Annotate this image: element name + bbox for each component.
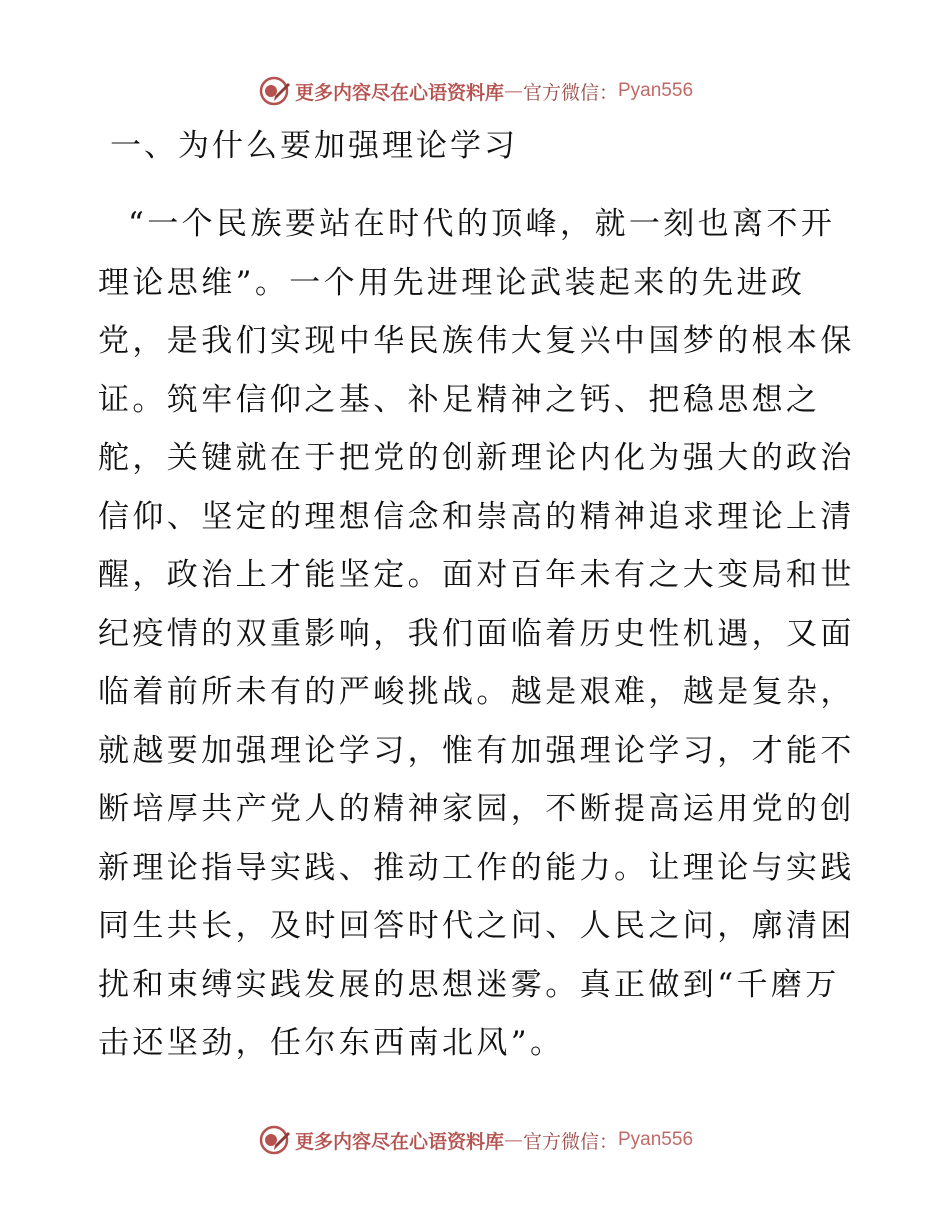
paragraph-line: 信仰、坚定的理想信念和崇高的精神追求理论上清 [98,498,855,535]
section-heading: 一、为什么要加强理论学习 [110,128,518,164]
paragraph-line: 醒，政治上才能坚定。面对百年未有之大变局和世 [98,557,855,593]
header-watermark [0,71,950,111]
watermark-label: 官方微信： [522,81,618,104]
watermark-separator: — [503,80,523,102]
watermark-wechat-id: Pyan556 [618,80,694,101]
body-paragraph [98,195,858,1073]
watermark-separator: — [503,1129,523,1151]
paragraph-line: 就越要加强理论学习，惟有加强理论学习，才能不 [98,732,855,769]
watermark-label: 官方微信： [522,1130,618,1153]
watermark-wechat-id: Pyan556 [618,1129,694,1150]
paragraph-line: 舵，关键就在于把党的创新理论内化为强大的政治 [98,440,855,476]
watermark-brand-text: 更多内容尽在心语资料库 [294,81,504,104]
paragraph-line: 断培厚共产党人的精神家园，不断提高运用党的创 [98,791,855,827]
paragraph-line: 同生共长，及时回答时代之问、人民之问，廓清困 [98,908,855,944]
paragraph-line: 党，是我们实现中华民族伟大复兴中国梦的根本保 [98,323,855,359]
paragraph-line: 证。筑牢信仰之基、补足精神之钙、把稳思想之 [98,381,821,418]
paragraph-line: 临着前所未有的严峻挑战。越是艰难，越是复杂， [98,674,855,710]
brand-logo-icon [257,1123,291,1157]
paragraph-line: “一个民族要站在时代的顶峰，就一刻也离不开 [128,206,836,242]
paragraph-line: 纪疫情的双重影响，我们面临着历史性机遇，又面 [98,615,855,652]
footer-watermark [0,1120,950,1160]
paragraph-line: 新理论指导实践、推动工作的能力。让理论与实践 [98,849,855,886]
paragraph-line: 理论思维”。一个用先进理论武装起来的先进政 [98,264,806,301]
paragraph-line: 击还坚劲，任尔东西南北风”。 [98,1025,565,1061]
paragraph-line: 扰和束缚实践发展的思想迷雾。真正做到“千磨万 [98,966,840,1003]
watermark-brand-text: 更多内容尽在心语资料库 [294,1130,504,1153]
brand-logo-icon [257,74,291,108]
